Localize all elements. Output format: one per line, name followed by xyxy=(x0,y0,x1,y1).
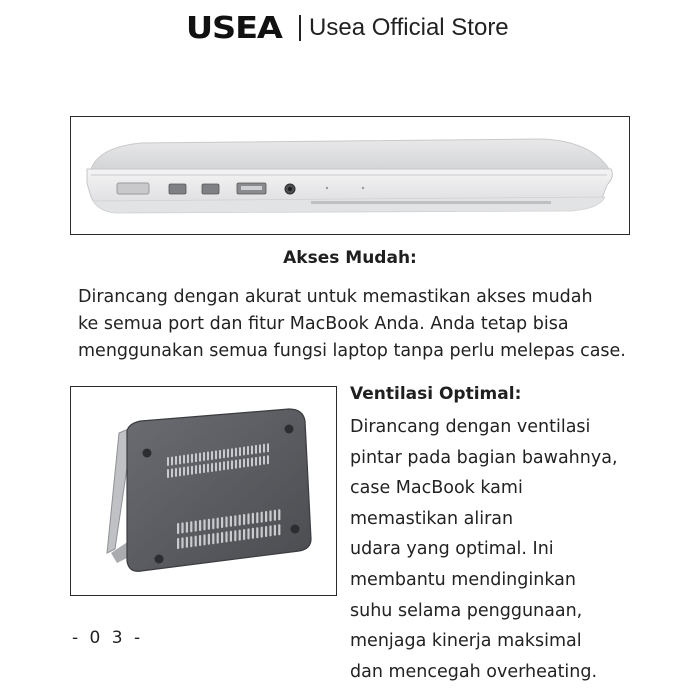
vent-slot xyxy=(195,536,197,547)
header xyxy=(0,10,700,46)
vent-slot xyxy=(230,516,232,527)
vent-slot xyxy=(267,455,269,464)
vent-slot xyxy=(255,457,257,466)
vent-slot xyxy=(243,459,245,468)
vent-slot xyxy=(239,530,241,541)
vent-slot xyxy=(223,461,225,470)
vent-slot xyxy=(191,466,193,475)
vent-slot xyxy=(167,457,169,466)
page-number: - 0 3 - xyxy=(72,628,144,648)
vent-slot xyxy=(217,533,219,544)
laptop-side-ports-image xyxy=(70,116,630,235)
vent-slot xyxy=(221,517,223,528)
vent-slot xyxy=(212,518,214,529)
ventilation-line: case MacBook kami xyxy=(350,478,523,499)
vent-slot xyxy=(203,519,205,530)
vent-slot xyxy=(217,518,219,529)
vent-slot xyxy=(221,532,223,543)
vent-slot xyxy=(186,537,188,548)
laptop-bottom-illustration xyxy=(71,387,336,595)
vent-slot xyxy=(207,464,209,473)
vent-slot xyxy=(199,520,201,531)
vent-slot xyxy=(234,515,236,526)
access-line: menggunakan semua fungsi laptop tanpa perlu melepas case. xyxy=(78,341,626,361)
vent-slot xyxy=(190,521,192,532)
vent-slot xyxy=(183,467,185,476)
vent-slot xyxy=(171,456,173,465)
vent-slot xyxy=(227,461,229,470)
vent-slot xyxy=(203,452,205,461)
vent-slot xyxy=(203,464,205,473)
ventilation-line: memastikan aliran xyxy=(350,508,514,529)
vent-slot xyxy=(274,525,276,536)
vent-slot xyxy=(223,449,225,458)
vent-slot xyxy=(265,526,267,537)
access-paragraph xyxy=(78,284,658,365)
ventilation-line: membantu mendinginkan xyxy=(350,569,576,590)
ventilation-paragraph xyxy=(350,412,680,687)
ventilation-heading: Ventilasi Optimal: xyxy=(350,384,522,404)
vent-slot xyxy=(278,509,280,520)
vent-slot xyxy=(191,454,193,463)
access-line: ke semua port dan fitur MacBook Anda. Anda tetap bisa xyxy=(78,314,569,334)
vent-slot xyxy=(239,515,241,526)
vent-slot xyxy=(171,468,173,477)
vent-slot xyxy=(243,447,245,456)
vent-slot xyxy=(195,465,197,474)
vent-slot xyxy=(203,534,205,545)
ventilation-line: Dirancang dengan ventilasi xyxy=(350,417,591,437)
vent-slot xyxy=(208,534,210,545)
vent-slot xyxy=(177,523,179,534)
vent-slot xyxy=(207,452,209,461)
vent-slot xyxy=(215,450,217,459)
vent-slot xyxy=(183,455,185,464)
brand-logo: USEA xyxy=(186,10,283,46)
vent-slot xyxy=(239,447,241,456)
vent-slot xyxy=(252,513,254,524)
vent-slot xyxy=(243,529,245,540)
vent-slot xyxy=(243,514,245,525)
vent-slot xyxy=(211,463,213,472)
laptop-case-bottom-vents-image xyxy=(70,386,337,596)
vent-slot xyxy=(235,460,237,469)
ventilation-line: udara yang optimal. Ini xyxy=(350,539,554,560)
vent-slot xyxy=(251,457,253,466)
vent-slot xyxy=(187,454,189,463)
vent-slot xyxy=(231,448,233,457)
vent-slot xyxy=(230,531,232,542)
ventilation-line: suhu selama penggunaan, xyxy=(350,600,583,621)
vent-slot xyxy=(187,466,189,475)
vent-slot xyxy=(263,444,265,453)
access-line: Dirancang dengan akurat untuk memastikan akses mudah xyxy=(78,287,593,307)
vent-slot xyxy=(199,465,201,474)
vent-slot xyxy=(177,538,179,549)
vent-slot xyxy=(278,524,280,535)
vent-slot xyxy=(175,456,177,465)
vent-slot xyxy=(195,453,197,462)
vent-slot xyxy=(175,468,177,477)
vent-slot xyxy=(261,527,263,538)
vent-slot xyxy=(274,510,276,521)
vent-slot xyxy=(259,444,261,453)
vent-slot xyxy=(208,519,210,530)
vent-slot xyxy=(235,448,237,457)
vent-slot xyxy=(219,450,221,459)
header-divider xyxy=(299,15,301,41)
vent-slot xyxy=(234,530,236,541)
vent-slot xyxy=(215,462,217,471)
vent-slot xyxy=(251,445,253,454)
ventilation-line: menjaga kinerja maksimal xyxy=(350,631,582,652)
vent-slot xyxy=(261,512,263,523)
vent-slot xyxy=(179,467,181,476)
store-name: Usea Official Store xyxy=(309,14,509,41)
vent-slot xyxy=(179,455,181,464)
vent-slot xyxy=(225,531,227,542)
vent-slot xyxy=(199,453,201,462)
vent-slot xyxy=(190,536,192,547)
vent-slot xyxy=(263,456,265,465)
vent-slot xyxy=(252,528,254,539)
vent-slot xyxy=(225,516,227,527)
vent-slot xyxy=(255,445,257,454)
ventilation-line: dan mencegah overheating. xyxy=(350,661,598,682)
vent-slot xyxy=(186,522,188,533)
vent-slot xyxy=(247,446,249,455)
vent-slot xyxy=(247,528,249,539)
vent-slot xyxy=(265,511,267,522)
access-heading: Akses Mudah: xyxy=(283,248,417,268)
vent-slot xyxy=(247,458,249,467)
vent-slot xyxy=(267,443,269,452)
vent-slot xyxy=(247,513,249,524)
vent-slot xyxy=(195,521,197,532)
vent-slot xyxy=(227,449,229,458)
vent-slot xyxy=(231,460,233,469)
vent-slot xyxy=(269,510,271,521)
vent-slot xyxy=(259,456,261,465)
vent-slot xyxy=(167,469,169,478)
vent-slot xyxy=(211,451,213,460)
vent-slot xyxy=(239,459,241,468)
vent-slot xyxy=(256,512,258,523)
ventilation-line: pintar pada bagian bawahnya, xyxy=(350,447,618,468)
vent-slot xyxy=(181,537,183,548)
vent-slot xyxy=(199,535,201,546)
vent-slot xyxy=(256,527,258,538)
vent-slot xyxy=(219,462,221,471)
laptop-side-illustration xyxy=(71,117,629,234)
vent-slot xyxy=(181,522,183,533)
vent-slot xyxy=(269,525,271,536)
vent-slot xyxy=(212,533,214,544)
